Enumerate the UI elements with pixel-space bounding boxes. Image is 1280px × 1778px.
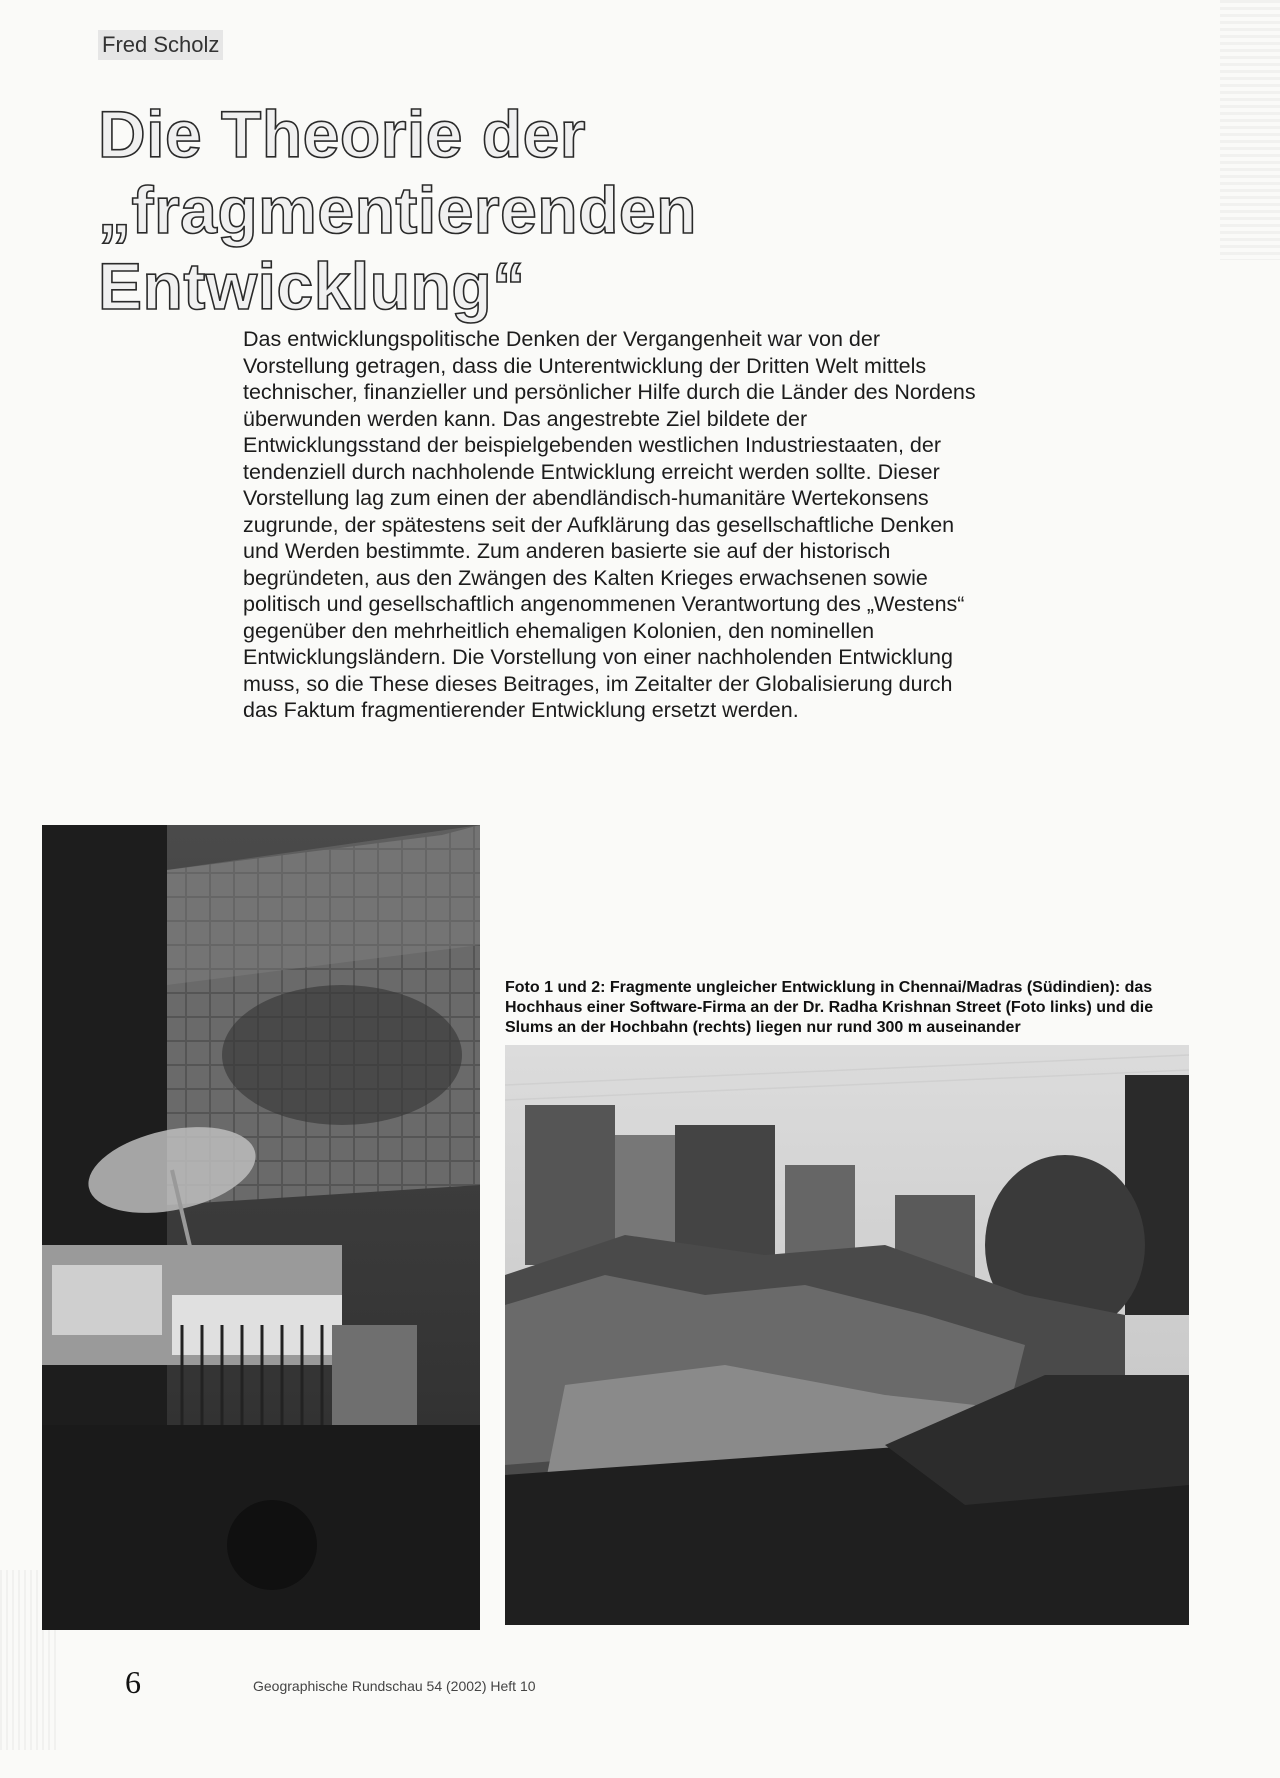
page-number: 6	[125, 1664, 141, 1700]
office-building-illustration	[42, 825, 480, 1630]
scan-noise-right	[1220, 0, 1280, 260]
intro-paragraph: Das entwicklungspolitische Denken der Vergangenheit war von der Vorstellung getragen, dass die Unterentwicklung der Dritten Welt mittels technischer, finanzieller und persönlicher Hilfe durch die Länder des Nordens überwunden werden kann. Das angestrebte Ziel bildete der Entwicklungsstand der beispielgebenden westlichen Industriestaaten, der tendenziell durch nachholende Entwicklung erreicht werden sollte. Dieser Vorstellung lag zum einen der abendländisch-humanitäre Wertekonsens zugrunde, der spätestens seit der Aufklärung das gesellschaftliche Denken und Werden bestimmte. Zum anderen basierte sie auf der historisch begründeten, aus den Zwängen des Kalten Krieges erwachsenen sowie politisch und gesellschaftlich angenommenen Verantwortung des „Westens“ gegenüber den mehrheitlich ehemaligen Kolonien, den nominellen Entwicklungsländern. Die Vorstellung von einer nachholenden Entwicklung muss, so die These dieses Beitrages, im Zeitalter der Globalisierung durch das Faktum fragmentierender Entwicklung ersetzt werden.	[243, 327, 976, 722]
title-line-1: Die Theorie der	[98, 97, 586, 171]
article-title	[98, 96, 1058, 324]
photo-slums	[505, 1045, 1189, 1625]
author-name: Fred Scholz	[98, 30, 223, 60]
slums-illustration	[505, 1045, 1189, 1625]
title-line-2: „fragmentierenden Entwicklung“	[98, 173, 697, 323]
photo-caption: Foto 1 und 2: Fragmente ungleicher Entwicklung in Chennai/Madras (Südindien): das Hochhaus einer Software-Firma an der Dr. Radha Krishnan Street (Foto links) und die Slums an der Hochbahn (rechts) liegen nur rund 300 m auseinander	[505, 979, 1154, 1036]
photo-office-building	[42, 825, 480, 1630]
journal-citation: Geographische Rundschau 54 (2002) Heft 10	[253, 1678, 536, 1694]
